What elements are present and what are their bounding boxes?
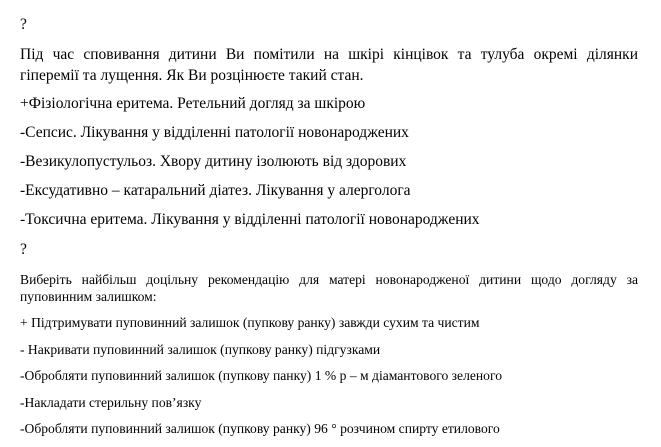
answer-option: -Ексудативно – катаральний діатез. Лікування у алерголога [20,182,411,199]
answer-option: -Везикулопустульоз. Хвору дитину ізолюють від здорових [20,153,407,170]
question-text-line-1: Під час сповивання дитини Ви помітили на шкірі кінцівок та тулуба окремі ділянки [20,46,638,63]
question-marker: ? [20,241,27,258]
answer-option-correct: +Фізіологічна еритема. Ретельний догляд за шкірою [20,95,366,112]
question-text-line-1: Виберіть найбільш доцільну рекомендацію для матері новонародженої дитини щодо догляду за [20,272,638,287]
answer-option: -Токсична еритема. Лікування у відділенні патології новонароджених [20,211,480,228]
answer-option: -Обробляти пуповинний залишок (пупкову ранку) 96 ° розчином спирту етилового [20,421,500,436]
answer-option: -Накладати стерильну пов’язку [20,395,202,410]
question-text-line-2: пуповинним залишком: [20,289,157,304]
answer-option: - Накривати пуповинний залишок (пупкову ранку) підгузками [20,342,381,357]
answer-option: -Обробляти пуповинний залишок (пупкову панку) 1 % р – м діамантового зеленого [20,368,503,383]
answer-option-correct: + Підтримувати пуповинний залишок (пупкову ранку) завжди сухим та чистим [20,315,480,330]
answer-option: -Сепсис. Лікування у відділенні патології новонароджених [20,124,409,141]
question-text-line-2: гіперемії та лущення. Як Ви розцінюєте такий стан. [20,67,364,84]
question-marker: ? [20,16,27,33]
